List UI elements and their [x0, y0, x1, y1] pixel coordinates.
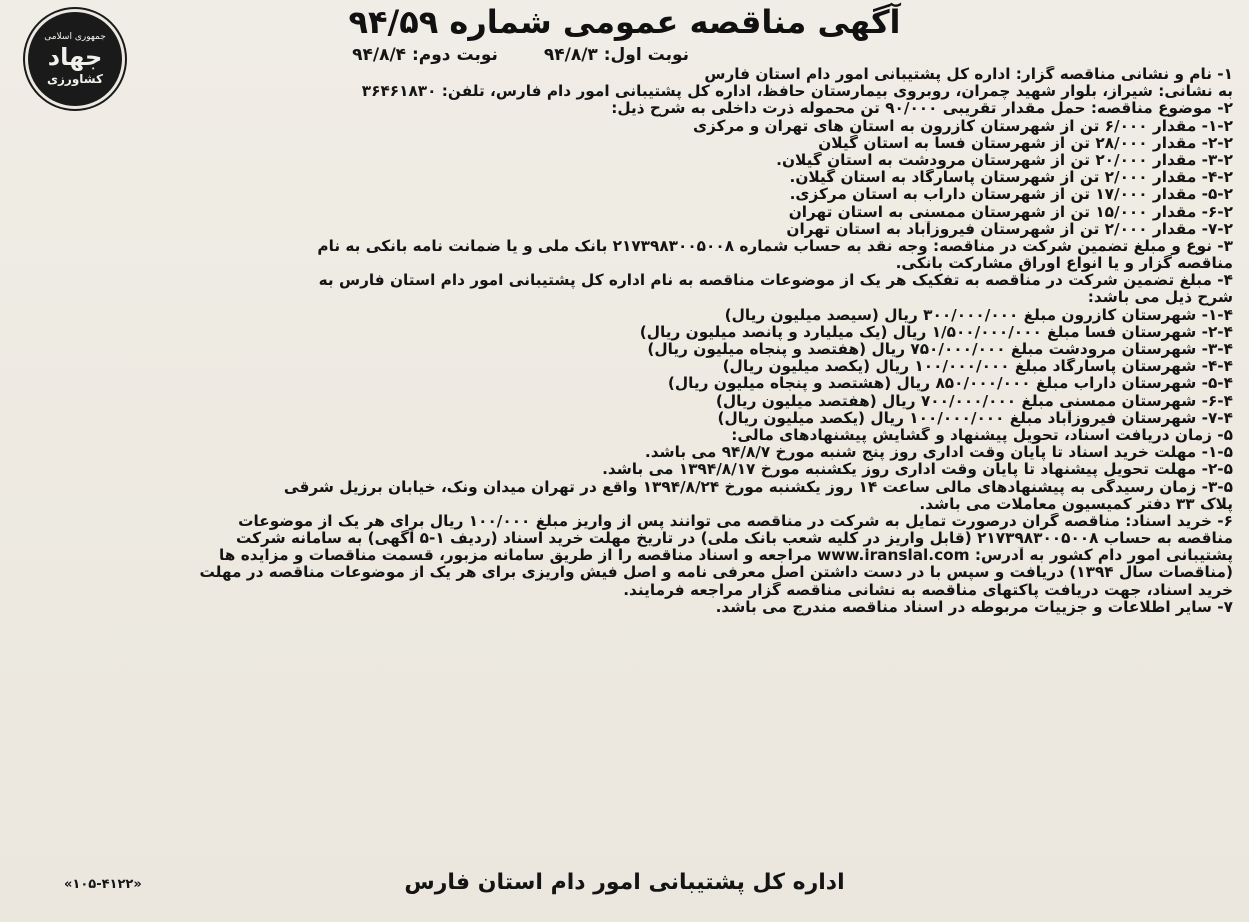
- text-line: ۱- نام و نشانی مناقصه گزار: اداره کل پشتیبانی امور دام استان فارس: [704, 66, 1233, 83]
- text-line: به نشانی: شیراز، بلوار شهید چمران، روبروی بیمارستان حافظ، اداره کل پشتیبانی امور دام فارس، تلفن: ۳۶۴۶۱۸۳۰: [361, 83, 1233, 101]
- text-line: پشتیبانی امور دام کشور به آدرس: www.iranslal.com مراجعه و اسناد مناقصه را از طریق سامانه مزبور، قسمت مناقصات و مزایده ها: [219, 547, 1233, 565]
- text-line: ۳-۵- زمان رسیدگی به پیشنهادهای مالی ساعت ۱۴ روز یکشنبه مورخ ۱۳۹۴/۸/۲۴ واقع در تهران میدان ونک، خیابان برزیل شرقی: [283, 478, 1233, 496]
- logo-sub-text: کشاورزی: [47, 72, 103, 86]
- text-line: ۴- مبلغ تضمین شرکت در مناقصه به تفکیک هر یک از موضوعات مناقصه به نام اداره کل پشتیبانی امور دام استان فارس به: [318, 272, 1233, 290]
- ad-body: [10, 66, 1233, 616]
- first-publication: نوبت اول: ۹۴/۸/۳: [543, 45, 689, 65]
- text-line: ۱-۲- مقدار ۶/۰۰۰ تن از شهرستان کازرون به استان های تهران و مرکزی: [692, 117, 1233, 135]
- text-line: ۷- سایر اطلاعات و جزییات مربوطه در اسناد مناقصه مندرج می باشد.: [715, 598, 1233, 616]
- text-line: ۶-۲- مقدار ۱۵/۰۰۰ تن از شهرستان ممسنی به استان تهران: [788, 203, 1233, 221]
- text-line: ۷-۴- شهرستان فیروزآباد مبلغ ۱۰۰/۰۰۰/۰۰۰ ریال (یکصد میلیون ریال): [717, 409, 1233, 427]
- text-line: ۳-۲- مقدار ۲۰/۰۰۰ تن از شهرستان مرودشت به استان گیلان.: [776, 151, 1233, 169]
- logo-main-text: جهاد: [47, 43, 103, 71]
- text-line: ۵- زمان دریافت اسناد، تحویل پیشنهاد و گشایش پیشنهادهای مالی:: [731, 426, 1233, 444]
- text-line: ۲-۵- مهلت تحویل پیشنهاد تا پایان وقت اداری روز یکشنبه مورخ ۱۳۹۴/۸/۱۷ می باشد.: [602, 461, 1233, 479]
- text-line: شرح ذیل می باشد:: [1087, 289, 1233, 307]
- text-line: ۵-۲- مقدار ۱۷/۰۰۰ تن از شهرستان داراب به استان مرکزی.: [789, 186, 1233, 204]
- ad-title: آگهی مناقصه عمومی شماره ۹۴/۵۹: [348, 3, 901, 41]
- text-line: ۶- خرید اسناد: مناقصه گران درصورت تمایل به شرکت در مناقصه می توانند پس از واریز مبلغ ۱۰۰/۰۰۰ ریال برای هر یک از موضوعات: [238, 512, 1233, 530]
- ad-footer-issuer: اداره کل پشتیبانی امور دام استان فارس: [404, 870, 845, 895]
- text-line: پلاک ۳۳ دفتر کمیسیون معاملات می باشد.: [919, 495, 1233, 513]
- text-line: ۲-۲- مقدار ۲۸/۰۰۰ تن از شهرستان فسا به استان گیلان: [818, 134, 1233, 152]
- text-line: ۳- نوع و مبلغ تضمین شرکت در مناقصه: وجه نقد به حساب شماره ۲۱۷۳۹۸۳۰۰۵۰۰۸ بانک ملی و یا ضمانت نامه بانکی به نام: [317, 237, 1233, 255]
- logo-top-text: جمهوری اسلامی: [44, 32, 106, 42]
- text-line: ۲-۴- شهرستان فسا مبلغ ۱/۵۰۰/۰۰۰/۰۰۰ ریال (یک میلیارد و پانصد میلیون ریال): [639, 323, 1233, 341]
- text-line: خرید اسناد، جهت دریافت پاکتهای مناقصه به نشانی مناقصه گزار مراجعه فرمایند.: [623, 581, 1233, 599]
- text-line: مناقصه به حساب ۲۱۷۳۹۸۳۰۰۵۰۰۸ (قابل واریز در کلیه شعب بانک ملی) در تاریخ مهلت خرید اسناد (ردیف ۱-۵ آگهی) به سامانه شرکت: [235, 530, 1233, 548]
- text-line: ۱-۵- مهلت خرید اسناد تا پایان وقت اداری روز پنج شنبه مورخ ۹۴/۸/۷ می باشد.: [644, 444, 1233, 462]
- text-line: ۵-۴- شهرستان داراب مبلغ ۸۵۰/۰۰۰/۰۰۰ ریال (هشتصد و پنجاه میلیون ریال): [667, 375, 1233, 393]
- text-line: ۲- موضوع مناقصه: حمل مقدار تقریبی ۹۰/۰۰۰ تن محموله ذرت داخلی به شرح ذیل:: [611, 100, 1233, 118]
- text-line: ۶-۴- شهرستان ممسنی مبلغ ۷۰۰/۰۰۰/۰۰۰ ریال (هفتصد میلیون ریال): [715, 392, 1233, 410]
- text-line: (مناقصات سال ۱۳۹۴) دریافت و سپس با در دست داشتن اصل معرفی نامه و اصل فیش واریزی برای هر یک از موضوعات مناقصه در مهلت: [199, 564, 1233, 582]
- ad-reference-code: «۱۰۵-۴۱۲۲»: [64, 877, 142, 892]
- second-publication: نوبت دوم: ۹۴/۸/۴: [352, 45, 498, 65]
- text-line: ۷-۲- مقدار ۲/۰۰۰ تن از شهرستان فیروزآباد به استان تهران: [786, 220, 1233, 238]
- text-line: ۴-۴- شهرستان پاسارگاد مبلغ ۱۰۰/۰۰۰/۰۰۰ ریال (یکصد میلیون ریال): [722, 358, 1233, 376]
- text-line: ۱-۴- شهرستان کازرون مبلغ ۳۰۰/۰۰۰/۰۰۰ ریال (سیصد میلیون ریال): [724, 306, 1233, 324]
- text-line: ۳-۴- شهرستان مرودشت مبلغ ۷۵۰/۰۰۰/۰۰۰ ریال (هفتصد و پنجاه میلیون ریال): [647, 341, 1233, 358]
- text-line: مناقصه گزار و یا انواع اوراق مشارکت بانکی.: [895, 255, 1233, 273]
- publication-schedule: [352, 43, 689, 67]
- text-line: ۴-۲- مقدار ۲/۰۰۰ تن از شهرستان پاسارگاد به استان گیلان.: [789, 169, 1233, 187]
